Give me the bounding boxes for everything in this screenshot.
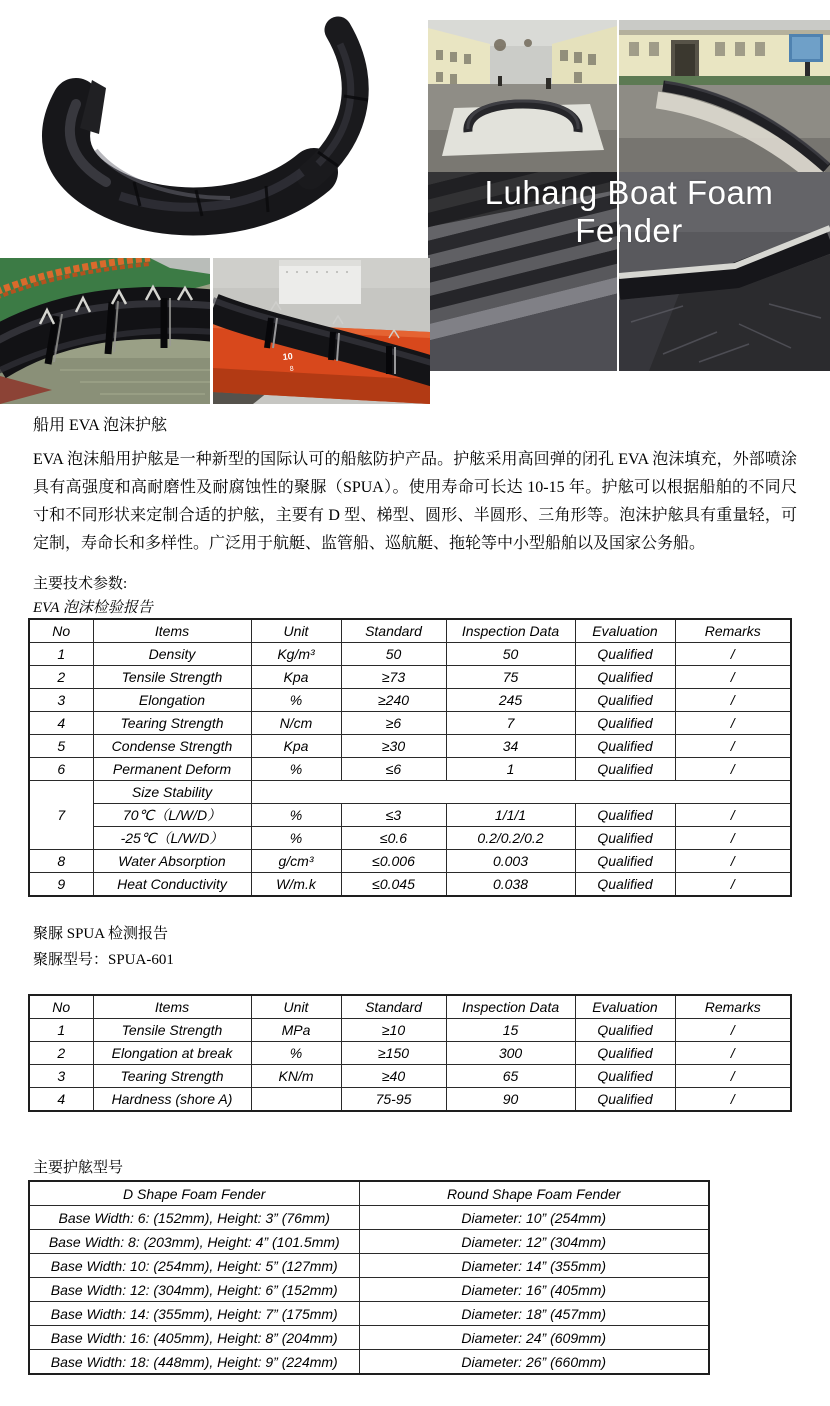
column-header: Inspection Data	[446, 995, 575, 1019]
cell: %	[251, 827, 341, 850]
column-header: Evaluation	[575, 995, 675, 1019]
table-row	[29, 1230, 709, 1254]
column-header: D Shape Foam Fender	[29, 1181, 359, 1206]
cell: Density	[93, 643, 251, 666]
cell: Base Width: 6: (152mm), Height: 3” (76mm)	[29, 1206, 359, 1230]
cell: ≥30	[341, 735, 446, 758]
fender-models-table	[28, 1180, 710, 1375]
cell: 0.038	[446, 873, 575, 897]
cell: Qualified	[575, 666, 675, 689]
cell: 1	[446, 758, 575, 781]
cell: Hardness (shore A)	[93, 1088, 251, 1112]
column-header: Standard	[341, 995, 446, 1019]
cell: 1/1/1	[446, 804, 575, 827]
cell: Qualified	[575, 850, 675, 873]
photo-factory-yard-left	[428, 20, 617, 172]
cell: 1	[29, 1019, 93, 1042]
cell: ≥10	[341, 1019, 446, 1042]
factory-yard-right-illustration	[619, 20, 830, 172]
cell: 50	[341, 643, 446, 666]
cell: 15	[446, 1019, 575, 1042]
eva-params-heading: 主要技术参数:	[33, 576, 128, 592]
column-header: Inspection Data	[446, 619, 575, 643]
cell: Kpa	[251, 735, 341, 758]
cell: Diameter: 10” (254mm)	[359, 1206, 709, 1230]
cell: Qualified	[575, 689, 675, 712]
table-row	[29, 804, 791, 827]
cell: KN/m	[251, 1065, 341, 1088]
cell: 75	[446, 666, 575, 689]
cell: ≥6	[341, 712, 446, 735]
cell: Qualified	[575, 804, 675, 827]
cell: -25℃（L/W/D）	[93, 827, 251, 850]
eva-report-subheading: EVA 泡沫检验报告	[33, 600, 153, 616]
cell: 0.2/0.2/0.2	[446, 827, 575, 850]
cell: Base Width: 12: (304mm), Height: 6” (152mm)	[29, 1278, 359, 1302]
table-row	[29, 1088, 791, 1112]
cell: Size Stability	[93, 781, 251, 804]
cell: 8	[29, 850, 93, 873]
table-row	[29, 850, 791, 873]
cell: Qualified	[575, 1088, 675, 1112]
table-row	[29, 1042, 791, 1065]
cell: 50	[446, 643, 575, 666]
header-row	[29, 1181, 709, 1206]
cell: ≥73	[341, 666, 446, 689]
table-row	[29, 1206, 709, 1230]
column-header: Unit	[251, 995, 341, 1019]
cell: ≥240	[341, 689, 446, 712]
red-boat-illustration	[213, 258, 430, 404]
column-header: No	[29, 619, 93, 643]
table-row	[29, 781, 791, 804]
cell: ≥40	[341, 1065, 446, 1088]
cell: 70℃（L/W/D）	[93, 804, 251, 827]
spua-model-label: 聚脲型号：SPUA-601	[33, 952, 174, 968]
cell: 7	[29, 781, 93, 850]
cell: 300	[446, 1042, 575, 1065]
cell: Elongation at break	[93, 1042, 251, 1065]
hull-marking-top: 10	[282, 350, 294, 362]
cell: Tensile Strength	[93, 666, 251, 689]
cell: %	[251, 804, 341, 827]
cell: %	[251, 758, 341, 781]
cell: ≤6	[341, 758, 446, 781]
cell: Diameter: 12” (304mm)	[359, 1230, 709, 1254]
cell: Kpa	[251, 666, 341, 689]
cell: MPa	[251, 1019, 341, 1042]
cell: 2	[29, 1042, 93, 1065]
cell: Condense Strength	[93, 735, 251, 758]
cell: Heat Conductivity	[93, 873, 251, 897]
table-row	[29, 666, 791, 689]
eva-report-table	[28, 618, 792, 897]
cell: ≤0.6	[341, 827, 446, 850]
cell: Tensile Strength	[93, 1019, 251, 1042]
cell: Base Width: 14: (355mm), Height: 7” (175mm)	[29, 1302, 359, 1326]
cell: 3	[29, 1065, 93, 1088]
cell: Diameter: 14” (355mm)	[359, 1254, 709, 1278]
table-row	[29, 1326, 709, 1350]
cell: ≤0.045	[341, 873, 446, 897]
cell: Base Width: 8: (203mm), Height: 4” (101.5mm)	[29, 1230, 359, 1254]
table-row	[29, 689, 791, 712]
table-row	[29, 1350, 709, 1375]
table-row	[29, 735, 791, 758]
page-title: 船用 EVA 泡沫护舷	[33, 417, 167, 434]
column-header: Unit	[251, 619, 341, 643]
cell: Permanent Deform	[93, 758, 251, 781]
column-header: Standard	[341, 619, 446, 643]
cell: Qualified	[575, 643, 675, 666]
cell: Qualified	[575, 873, 675, 897]
column-header: Remarks	[675, 995, 791, 1019]
photo-curved-foam-fender	[0, 0, 430, 258]
cell: Base Width: 16: (405mm), Height: 8” (204mm)	[29, 1326, 359, 1350]
cell: /	[675, 1065, 791, 1088]
photo-green-boat-fender	[0, 258, 210, 404]
cell: 3	[29, 689, 93, 712]
column-header: Round Shape Foam Fender	[359, 1181, 709, 1206]
cell: Diameter: 18” (457mm)	[359, 1302, 709, 1326]
cell: 7	[446, 712, 575, 735]
cell: Base Width: 10: (254mm), Height: 5” (127mm)	[29, 1254, 359, 1278]
cell: /	[675, 666, 791, 689]
cell: 245	[446, 689, 575, 712]
table-row	[29, 873, 791, 897]
cell: /	[675, 735, 791, 758]
cell: ≤3	[341, 804, 446, 827]
cell	[251, 1088, 341, 1112]
cell: /	[675, 827, 791, 850]
cell: 4	[29, 1088, 93, 1112]
cell: Qualified	[575, 758, 675, 781]
cell: g/cm³	[251, 850, 341, 873]
cell: Qualified	[575, 735, 675, 758]
cell: Qualified	[575, 827, 675, 850]
cell: Qualified	[575, 1065, 675, 1088]
cell: Diameter: 24” (609mm)	[359, 1326, 709, 1350]
table-row	[29, 712, 791, 735]
cell: 9	[29, 873, 93, 897]
cell: ≥150	[341, 1042, 446, 1065]
fender-models-heading: 主要护舷型号	[33, 1160, 124, 1176]
cell: /	[675, 1042, 791, 1065]
curved-fender-illustration	[0, 0, 430, 258]
cell: /	[675, 689, 791, 712]
hero-overlay-title: Luhang Boat Foam Fender	[484, 174, 774, 249]
table-row	[29, 1019, 791, 1042]
cell: %	[251, 1042, 341, 1065]
column-header: Items	[93, 995, 251, 1019]
cell: 5	[29, 735, 93, 758]
header-row	[29, 995, 791, 1019]
cell: W/m.k	[251, 873, 341, 897]
cell: 2	[29, 666, 93, 689]
cell: Tearing Strength	[93, 1065, 251, 1088]
spua-report-heading: 聚脲 SPUA 检测报告	[33, 926, 169, 942]
column-header: No	[29, 995, 93, 1019]
cell: Tearing Strength	[93, 712, 251, 735]
cell: 4	[29, 712, 93, 735]
cell: /	[675, 850, 791, 873]
cell: 1	[29, 643, 93, 666]
cell: 0.003	[446, 850, 575, 873]
cell: /	[675, 758, 791, 781]
header-row	[29, 619, 791, 643]
cell: Water Absorption	[93, 850, 251, 873]
cell: %	[251, 689, 341, 712]
table-row	[29, 1302, 709, 1326]
cell: 34	[446, 735, 575, 758]
green-boat-illustration	[0, 258, 210, 404]
hull-marking-bottom: 8	[289, 365, 295, 373]
cell: 90	[446, 1088, 575, 1112]
column-header: Remarks	[675, 619, 791, 643]
photo-factory-yard-right	[619, 20, 830, 172]
cell: Diameter: 26” (660mm)	[359, 1350, 709, 1375]
cell: Qualified	[575, 1042, 675, 1065]
column-header: Items	[93, 619, 251, 643]
cell: /	[675, 712, 791, 735]
table-row	[29, 1254, 709, 1278]
cell: Base Width: 18: (448mm), Height: 9” (224mm)	[29, 1350, 359, 1375]
cell: 75-95	[341, 1088, 446, 1112]
table-row	[29, 643, 791, 666]
table-row	[29, 827, 791, 850]
cell: Kg/m³	[251, 643, 341, 666]
intro-paragraph: EVA 泡沫船用护舷是一种新型的国际认可的船舷防护产品。护舷采用高回弹的闭孔 EVA 泡沫填充，外部喷涂具有高强度和高耐磨性及耐腐蚀性的聚脲（SPUA）。使用寿命可长达 10-15 年。护舷可以根据船舶的不同尺寸和不同形状来定制合适的护舷，主要有 D 型、梯型、圆形、半圆形、三角形等。泡沫护舷具有重量轻，可定制，寿命长和多样性。广泛用于航艇、监管船、巡航艇、拖轮等中小型船舶以及国家公务船。	[33, 451, 797, 552]
cell: /	[675, 1088, 791, 1112]
cell: /	[675, 804, 791, 827]
table-row	[29, 1278, 709, 1302]
cell: Diameter: 16” (405mm)	[359, 1278, 709, 1302]
cell: /	[675, 643, 791, 666]
table-row	[29, 758, 791, 781]
cell: /	[675, 873, 791, 897]
photo-red-boat-fender	[213, 258, 430, 404]
cell: Qualified	[575, 1019, 675, 1042]
column-header: Evaluation	[575, 619, 675, 643]
cell: 6	[29, 758, 93, 781]
cell: N/cm	[251, 712, 341, 735]
factory-yard-left-illustration	[428, 20, 617, 172]
cell: Elongation	[93, 689, 251, 712]
cell: Qualified	[575, 712, 675, 735]
cell: ≤0.006	[341, 850, 446, 873]
cell: 65	[446, 1065, 575, 1088]
cell	[251, 781, 791, 804]
table-row	[29, 1065, 791, 1088]
spua-report-table	[28, 994, 792, 1112]
cell: /	[675, 1019, 791, 1042]
